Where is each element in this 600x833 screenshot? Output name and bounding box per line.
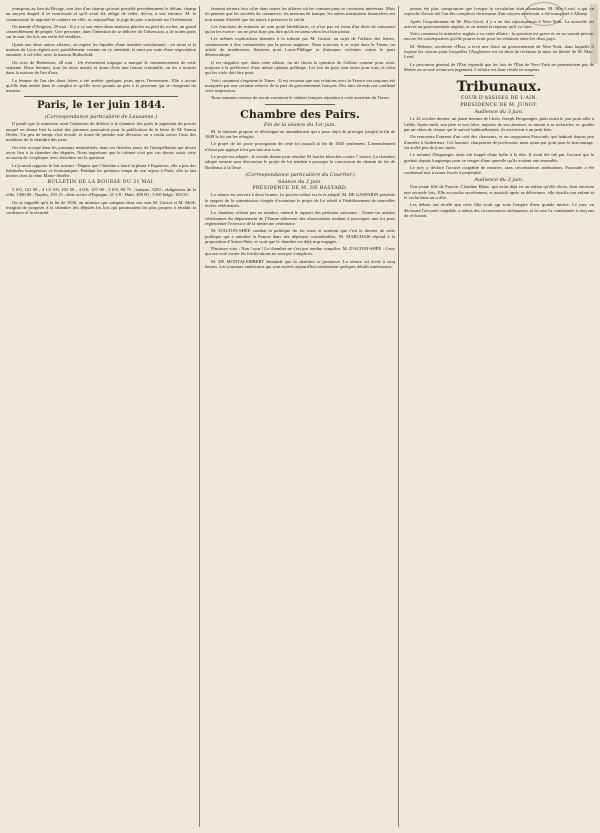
paragraph: Le projet est adopté ; le scrutin donne pour résultat 94 boules blanches contre 7 noires. La chambre adopte ensuite sans discussion le projet de loi tendant à proroger la concession du chemin de fer de Bordeaux à la Teste. (205, 153, 395, 170)
paragraph: Voici comment le ministère anglais a vu cette affaire : la question est grave et on ne saurait prévoir encore les conséquences qu'elle pourra avoir pour les relations entre les deux pays. (404, 31, 594, 42)
paragraph: Il est singulier que, dans cette affaire, on ait choisi la question de l'affaire comme pour avoir toujours à la préférence d'une même opinion politique. Les lois du pays sont faites pour tous, et celui qui les viole doit être puni. (205, 59, 395, 76)
paragraph: La femme de l'un des deux frères a été arrêtée quelques jours après l'événement. Elle a avoué qu'elle était entrée dans le complot et qu'elle avait promis un prix à la personne qui se chargerait du meurtre. (6, 77, 196, 94)
column-rule (398, 6, 399, 827)
bourse-quotes: 5 0/0, 121 95 ; 4 1/2 0/0, 103 50 ; 4 0/0, 107 00 ; 3 0/0, 80 75 ; banque, 3250 ; obligations de la ville, 1300 00 ; Naples, 103 15 ; dette active d'Espagne, 31 1/8 ; Haïti, 400 00 ; 5 0/0 belge, 103 50. (6, 187, 196, 198)
divider (24, 96, 178, 97)
paragraph: On mande d'Avignon, 29 mai : Il y a ce soir entre deux maisons placées au pied du rocher, un grand rassemblement de peuple. Une personne, dans l'intention de se délivrer de l'obsession, a de toutes parts sur le mur, les lois ont enfin été rétablies. (6, 23, 196, 40)
court-heading: COUR D'ASSISES DE L'AIN. (460, 96, 538, 102)
section-heading-chambre-des-pairs: Chambre des Pairs. (240, 107, 360, 121)
paragraph: La séance est ouverte à deux heures. Le procès-verbal est lu et adopté. M. DE GASPARIN présente le rapport de la commission chargée d'examiner le projet de loi relatif à l'établissement de nouvelles écoles vétérinaires. (205, 192, 395, 209)
column-2 (205, 6, 395, 829)
paragraph: feraient sérieux leur offre dans toutes les affaires où les commerçants se croiraient intéressés. Mais ils pensent que les sociétés du commerce, les maisons de banque, les autres institutions financières ont tout autant d'intérêt que les autres à préserver le crédit. (205, 6, 395, 22)
presidency-line: PRÉSIDENCE DE M. DE BASTARD. (252, 185, 348, 191)
paragraph: M. Webster, secrétaire d'État, a écrit une lettre au gouvernement de New-York, dans laquelle il expose les raisons pour lesquelles l'Angleterre est en droit de réclamer la mise en liberté de M. Mac-Leod. (404, 43, 594, 60)
paragraph: On écrit de Bedarieux, 28 mai : Un événement tragique a marqué le commencement de cette semaine. Deux femmes, tous les deux mariés et ayant d'eux une liaison criminelle, on les a trouvés dans la maison de l'un d'eux. (6, 59, 196, 76)
divider (265, 104, 335, 105)
paragraph: Quant aux deux autres affaires, on espère les liquider d'une manière satisfaisante ; on saura si la maison du Lyon régnait avec paisiblement, comme on s'y attendait, la mort par suite d'une négociation entamée, à cet effet, avec la maison Rothschild. (6, 41, 196, 58)
paragraph: M. le ministre propose et développe un amendement qui a pour objet de proroger jusqu'à la fin de 1849 la loi sur les réfugiés. (205, 128, 395, 140)
divider (464, 75, 534, 76)
session-subheading: Audience du 3 juin. (474, 109, 524, 116)
paragraph: Les débats ont révélé que cette fille avait agi sous l'empire d'une grande misère. Le jury, en déclarant l'accusée coupable, a admis des circonstances atténuantes, et la cour l'a condamnée à cinq ans de réclusion. (404, 202, 594, 218)
paragraph: Après l'acquittement de M. Mac-Leod, il y a eu des réjouissances à New-York. La nouvelle est arrivée au gouvernement anglais, et on attend la réponse qu'il va faire. (404, 18, 594, 29)
paragraph: Le nommé Desgranges avait été frappé d'une balle à la tête. Il avait été tué par l'accusé qui le guettait depuis longtemps pour se venger d'une querelle qu'ils avaient eue ensemble. (404, 152, 594, 163)
paragraph: Le journal rapporte le fait suivant : Depuis que Christine a lancé la phase à Espartero, elle a pris des habitudes bourgeoises et économiques. Pendant les premiers temps de son séjour à Paris, elle se fait inviter chez la reine Marie-Amélie. (6, 162, 196, 179)
session-subheading: Audience du 3 juin. (474, 177, 524, 184)
paragraph: On se rappelle qu'à la fin de 1836, un ministre qui comptait dans son sein M. Guizot et M. Molé, imagina de proposer à la chambre des députés les lois qui paraissaient les plus propres à rétablir la confiance et la sécurité. (6, 199, 196, 216)
paragraph: transports au lieu du Rivage, non loin d'un champ qu'avait possédé précédemment le défunt, champ au moyen duquel il se nourrissait et qu'il avait été obligé de céder, dit-on, à son enfance. M. le commissaire fit apporter le cadavre en ville, et, aujourd'hui, le juge de paix a informé sur l'évènement. (6, 6, 196, 22)
bourse-heading: BULLETIN DE LA BOURSE DU 31 MAI. (47, 180, 155, 186)
session-subheading: Séance du 2 juin. (278, 178, 322, 185)
paragraph: Voici comment s'exprime le Times : Il est reconnu que nos relations avec la France ont toujours été marquées par une certaine réserve de la part du gouvernement français. Des faits récents ont confirmé cette impression. (205, 77, 395, 94)
paragraph: jamais été plus compromise que lorsque la circulation était abondante. M. Mac-Leod, à qui on reproche d'avoir été l'un des complices du meurtre d'un citoyen américain, a été transporté à Albany. (404, 6, 594, 17)
paragraph: On rencontra Fontenu d'un coté des chasseurs, et on soupçonna Fourcade, qui habitait depuis peu d'années à Ambérieux. Cet homme, charpentier de profession, mais ayant par goût pour le braconnage, fut arrêté peu de jours après. (404, 134, 594, 150)
paragraph: Le projet de loi porte prorogation de cette loi jusqu'à la fin de 1845 seulement. L'amendement n'étant pas appuyé n'est pas mis aux voix. (205, 141, 395, 152)
paragraph: Les mêmes explications données à la tribune par M. Guizot, au sujet de l'affaire des lettres, commencent à être commentées par la presse anglaise. Nous trouvons à ce sujet dans le Times, un article de nombreuses flatteries pour Louis-Philippe et d'attaques violentes contre le parti démocratique. (205, 36, 395, 58)
paragraph: Une jeune fille de Poncin, Claudine Blanc, qui avait déjà eu un enfant qu'elle éleva, était enceinte une seconde fois. Elle accoucha secrètement, et aussitôt après sa délivrance, elle étouffa son enfant et le cacha dans un coffre. (404, 184, 594, 201)
session-subheading: Fin de la séance du 1er juin. (263, 121, 337, 128)
dateline-heading: Paris, le 1er juin 1844. (37, 100, 165, 112)
paragraph: Le procureur général de l'État répondit que les lois de l'État de New-York ne permettaient pas de libérer un accusé avant son jugement. L'affaire est donc restée en suspens. (404, 61, 594, 72)
paragraph: Le 24 octobre dernier, un jeune homme de Lhuis, Joseph Desgranges, parti avant le jour pour aller à l'affût. Après midi, son père et son frère, inquiets de son absence, se mirent à sa recherche, et, guidés par un chien de chasse qui le suivait habituellement, ils arrivèrent à un petit bois. (404, 116, 594, 133)
paragraph: Les fonctions de ministre ne sont point héréditaires, ce n'est pas en vertu d'un droit de naissance qu'on les exerce ; on ne peut donc pas dire qu'ils en usent selon leur bon plaisir. (205, 23, 395, 35)
column-1 (6, 6, 196, 829)
paragraph: La chambre, n'étant pas en nombre, entend le rapport des pétitions suivantes : Trente-six artistes vétérinaires du département de l'Yonne adressent des observations tendant à provoquer une loi pour réglementer l'exercice de la médecine vétérinaire. (205, 210, 395, 226)
paragraph: Nous sommes curieux de savoir comment le cabinet français répondra à cette assertion du Times. (211, 95, 390, 101)
paragraph: M. D'ALTON-SHÉE combat la politique du 1er mars et soutient que c'est le dernier de cette politique qui a entraîné la France dans des dépenses considérables. M. MARCHAIS répond à la proposition d'Anton-Shée, et croit que la chambre est déjà trop engagée. (205, 228, 395, 244)
section-heading-tribunaux: Tribunaux. (456, 79, 542, 96)
correspondence-note: (Correspondance particulière de Lausanne.) (44, 114, 158, 121)
presidency-line: PRÉSIDENCE DE M. JUNOT. (460, 102, 538, 108)
paragraph: Plusieurs voix : Non ! non ! La chambre ne s'est pas rendue complice. M. D'ALTON-SHÉE : Ceux qui ont voté contre les fortifications ne sont pas complices. (205, 246, 395, 257)
paragraph: Le jury a déclaré l'accusé coupable de meurtre, sans circonstances atténuantes. Fourcade a été condamné aux travaux forcés à perpétuité. (404, 164, 594, 176)
column-rule (199, 6, 200, 827)
paragraph: Il paraît que le ministère avait l'intention de différer à la chambre des pairs le jugement du procès auquel on donne lieu la saisie des journaux poursuivis pour la publication de la lettre de M. Simon Deifer. Un peu de temps s'est écoulé, et avant de prendre une décision, on a voulu savoir l'avis des membres de la chambre des pairs. (6, 121, 196, 143)
column-3 (404, 6, 594, 829)
paragraph: On s'est occupé dans les journaux ministériels, dans ces derniers jours, de l'interpellation qui devait avoir lieu à la chambre des députés. Nous regrettons que le cabinet n'ait pas cru devoir saisir cette occasion de s'expliquer avec franchise sur la question. (6, 144, 196, 161)
correspondence-note: (Correspondance particulière du Courrier.) (245, 171, 355, 178)
paragraph: M. DE MONTALEMBERT demande que la chambre se prononce. La séance est levée à cinq heures. Les journaux américains qui sont arrivés aujourd'hui contiennent quelques détails intéressants. (205, 258, 395, 269)
